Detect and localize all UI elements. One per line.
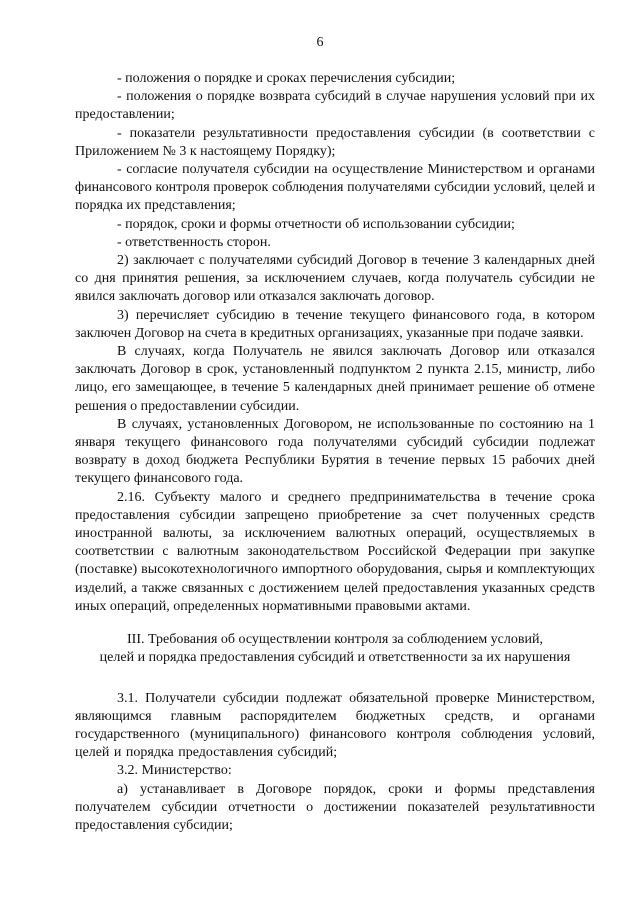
paragraph: - согласие получателя субсидии на осуществление Министерством и органами финансового контроля проверок соблюдения получателями субсидии условий, целей и порядка их представления; — [75, 162, 595, 214]
section-heading-line: целей и порядка предоставления субсидий и ответственности за их нарушения — [99, 650, 571, 666]
paragraph: - положения о порядке и сроках перечисления субсидии; — [117, 71, 456, 86]
section-heading-line: III. Требования об осуществлении контроля за соблюдением условий, — [127, 632, 543, 648]
paragraph: 3.1. Получатели субсидии подлежат обязательной проверке Министерством, являющимся главным распорядителем бюджетных средств, и органами государственного (муниципального) финансового контроля соблюдения условий, целей и порядка предоставления субсидий; — [75, 690, 595, 761]
paragraph: 3) перечисляет субсидию в течение текущего финансового года, в котором заключен Договор на счета в кредитных организациях, указанные при подаче заявки. — [75, 307, 595, 341]
paragraph: 3.2. Министерство: — [117, 763, 232, 779]
paragraph: - порядок, сроки и формы отчетности об использовании субсидии; — [117, 216, 515, 232]
paragraph: - положения о порядке возврата субсидий в случае нарушения условий при их предоставлении; — [75, 89, 595, 123]
paragraph: В случаях, когда Получатель не явился заключать Договор или отказался заключать Договор в срок, установленный подпунктом 2 пункта 2.15, министр, либо лицо, его замещающее, в течение 5 календарных дней принимает решение об отмене решения о предоставлении субсидии. — [75, 344, 595, 414]
paragraph: 2.16. Субъекту малого и среднего предпринимательства в течение срока предоставления субсидии запрещено приобретение за счет полученных средств иностранной валюты, за исключением валютных операций, осуществляемых в соответствии с валютным законодательством Российской Федерации при закупке (поставке) высокотехнологичного импортного оборудования, сырья и комплектующих изделий, а также связанных с достижением целей предоставления указанных средств иных операций, определенных нормативными правовыми актами. — [75, 489, 595, 614]
paragraph: - показатели результативности предоставления субсидии (в соответствии с Приложением № 3 к настоящему Порядку); — [75, 125, 595, 159]
section-heading — [75, 631, 595, 667]
paragraph: В случаях, установленных Договором, не использованные по состоянию на 1 января текущего финансового года получателями субсидий субсидии подлежат возврату в доход бюджета Республики Бурятия в течение первых 15 рабочих дней текущего финансового года. — [75, 416, 595, 487]
page-number: 6 — [316, 35, 324, 50]
paragraph: 2) заключает с получателями субсидий Договор в течение 3 календарных дней со дня принятия решения, за исключением случаев, когда получатель субсидии не явился заключать договор или отказался заключать договор. — [75, 253, 595, 305]
paragraph: - ответственность сторон. — [117, 234, 271, 250]
document-body — [75, 70, 595, 835]
paragraph: а) устанавливает в Договоре порядок, сроки и формы представления получателем субсидии отчетности о достижении показателей результативности предоставления субсидии; — [75, 781, 595, 833]
